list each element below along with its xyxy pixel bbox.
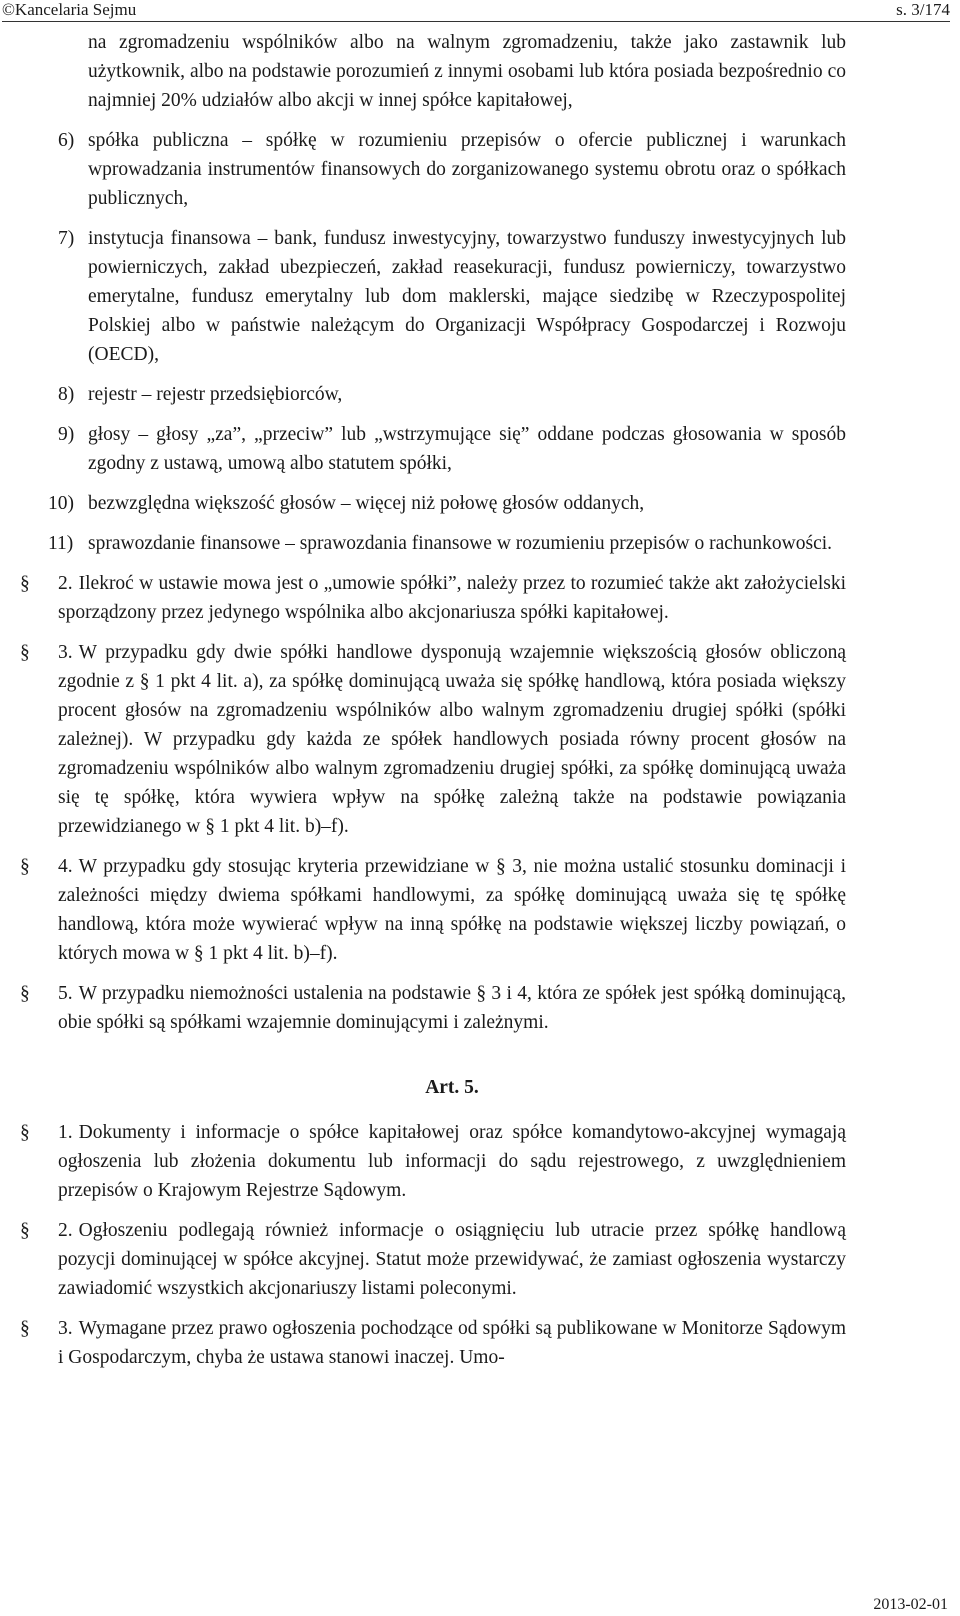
paragraph-text: Wymagane przez prawo ogłoszenia pochodzące od spółki są publikowane w Monitorze Sądowym i Gospodarczym, chyba że ustawa stanowi inaczej. Umo- <box>58 1318 846 1368</box>
section-sign: § <box>20 1122 30 1143</box>
item-number: 10) <box>48 493 74 514</box>
article-title: Art. 5. <box>425 1077 479 1098</box>
definition-list <box>48 126 846 558</box>
item-text: głosy – głosy „za”, „przeciw” lub „wstrzymujące się” oddane podczas głosowania w sposób zgodny z ustawą, umową albo statutem spółki, <box>88 424 846 474</box>
paragraph-number: 2. <box>58 573 73 594</box>
list-item <box>58 380 846 409</box>
list-item <box>48 529 846 558</box>
paragraph <box>20 979 846 1037</box>
item-text: instytucja finansowa – bank, fundusz inwestycyjny, towarzystwo funduszy inwestycyjnych lub powierniczych, zakład ubezpieczeń, zakład reasekuracji, fundusz powierniczy, towarzystwo emerytalne, fundusz emerytalny lub dom maklerski, mające siedzibę w Rzeczypospolitej Polskiej albo w państwie należącym do Organizacji Współpracy Gospodarczej i Rozwoju (OECD), <box>88 228 846 365</box>
paragraph-text: Dokumenty i informacje o spółce kapitałowej oraz spółce komandytowo-akcyjnej wymagają ogłoszenia lub złożenia dokumentu lub informacji do sądu rejestrowego, z uwzględnieniem przepisów o Krajowym Rejestrze Sądowym. <box>58 1122 846 1201</box>
item-text: spółka publiczna – spółkę w rozumieniu przepisów o ofercie publicznej i warunkach wprowadzania instrumentów finansowych do zorganizowanego systemu obrotu oraz o spółkach publicznych, <box>88 130 846 209</box>
paragraph <box>20 569 846 627</box>
paragraph-number: 1. <box>58 1122 73 1143</box>
list-item <box>58 224 846 369</box>
section-sign: § <box>20 856 30 877</box>
paragraph-text: Ogłoszeniu podlegają również informacje o osiągnięciu lub utracie przez spółkę handlową pozycji dominującej w spółce akcyjnej. Statut może przewidywać, że zamiast ogłoszenia wystarczy zawiadomić wszystkich akcjonariuszy listami poleconymi. <box>58 1220 846 1299</box>
list-item <box>48 489 846 518</box>
list-item <box>58 420 846 478</box>
section-sign: § <box>20 983 30 1004</box>
paragraph-text: Ilekroć w ustawie mowa jest o „umowie spółki”, należy przez to rozumieć także akt założycielski sporządzony przez jedynego wspólnika albo akcjonariusza spółki kapitałowej. <box>58 573 846 623</box>
paragraph-text: W przypadku niemożności ustalenia na podstawie § 3 i 4, która ze spółek jest spółką dominującą, obie spółki są spółkami wzajemnie dominującymi i zależnymi. <box>58 983 846 1033</box>
section-sign: § <box>20 642 30 663</box>
section-sign: § <box>20 1220 30 1241</box>
item-text: rejestr – rejestr przedsiębiorców, <box>88 384 343 405</box>
item-text: bezwzględna większość głosów – więcej niż połowę głosów oddanych, <box>88 493 645 514</box>
section-sign: § <box>20 1318 30 1339</box>
paragraph-number: 2. <box>58 1220 73 1241</box>
item-number: 7) <box>58 228 75 249</box>
copyright-label: ©Kancelaria Sejmu <box>2 0 137 19</box>
paragraph-number: 3. <box>58 1318 73 1339</box>
page-number: s. 3/174 <box>896 0 950 19</box>
list-item <box>58 126 846 213</box>
section-sign: § <box>20 573 30 594</box>
item-number: 11) <box>48 533 74 554</box>
header-rule <box>2 21 950 22</box>
paragraph-number: 3. <box>58 642 73 663</box>
footer-date: 2013-02-01 <box>873 1596 948 1613</box>
paragraph <box>20 638 846 841</box>
item-text: sprawozdanie finansowe – sprawozdania finansowe w rozumieniu przepisów o rachunkowości. <box>88 533 833 554</box>
item-number: 8) <box>58 384 75 405</box>
paragraph <box>20 1216 846 1303</box>
paragraph-number: 5. <box>58 983 73 1004</box>
paragraph-text: W przypadku gdy stosując kryteria przewidziane w § 3, nie można ustalić stosunku dominacji i zależności między dwiema spółkami handlowymi, za spółkę dominującą uważa się tę spółkę handlową, która może wywierać wpływ na inną spółkę na podstawie większej liczby powiązań, o których mowa w § 1 pkt 4 lit. b)–f). <box>58 856 846 964</box>
continuation-text: na zgromadzeniu wspólników albo na walnym zgromadzeniu, także jako zastawnik lub użytkownik, albo na podstawie porozumień z innymi osobami lub która posiada bezpośrednio co najmniej 20% udziałów albo akcji w innej spółce kapitałowej, <box>88 32 846 111</box>
paragraph <box>20 852 846 968</box>
item-number: 6) <box>58 130 75 151</box>
paragraph-text: W przypadku gdy dwie spółki handlowe dysponują wzajemnie większością głosów obliczoną zgodnie z § 1 pkt 4 lit. a), za spółkę dominującą uważa się spółkę handlową, która posiada większy procent głosów na zgromadzeniu wspólników albo walnym zgromadzeniu drugiej spółki (spółki zależnej). W przypadku gdy każda ze spółek handlowych posiada równy procent głosów na zgromadzeniu wspólników albo walnym zgromadzeniu drugiej spółki, za spółkę dominującą uważa się tę spółkę, która wywiera wpływ na spółkę zależną także na podstawie powiązania przewidzianego w § 1 pkt 4 lit. b)–f). <box>58 642 846 837</box>
page-header <box>2 0 950 22</box>
document-body <box>20 28 846 1383</box>
paragraph <box>20 1314 846 1372</box>
paragraph-number: 4. <box>58 856 73 877</box>
paragraph <box>20 1118 846 1205</box>
item-number: 9) <box>58 424 75 445</box>
